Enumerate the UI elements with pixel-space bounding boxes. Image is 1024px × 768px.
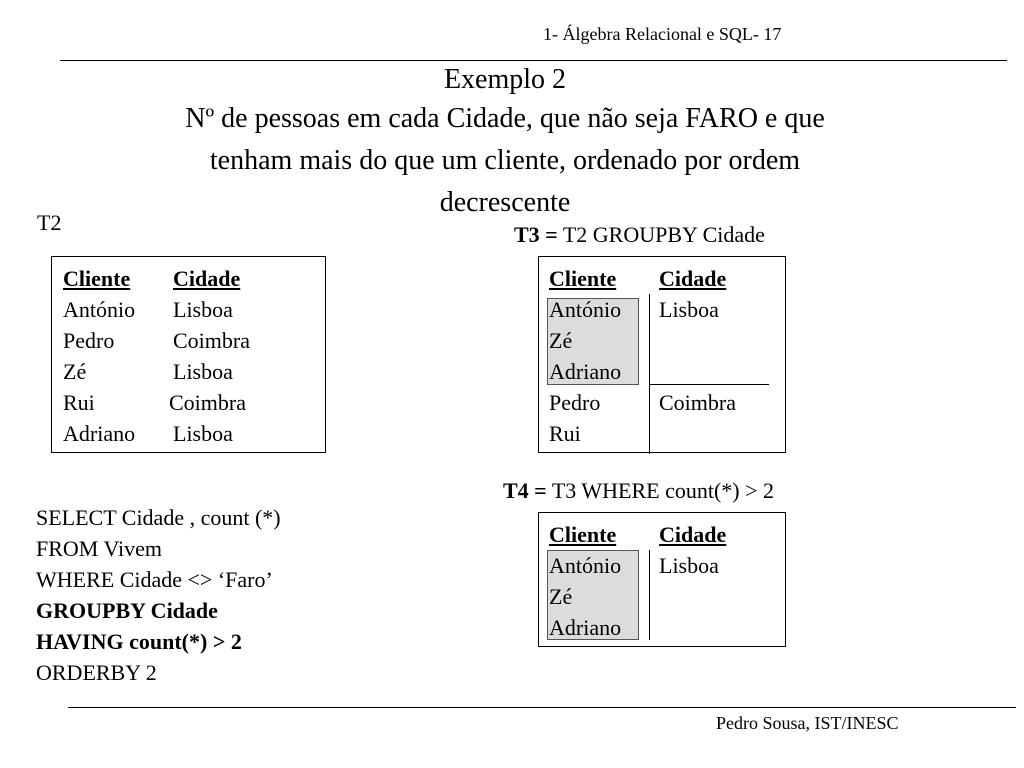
t4-header-cliente: Cliente (549, 522, 617, 547)
t4-group-1-client-3: Adriano (549, 615, 622, 640)
sql-line-groupby: GROUPBY Cidade (36, 598, 218, 623)
t2-label: T2 (37, 210, 62, 235)
t3-column-divider (649, 294, 650, 454)
sql-line-where: WHERE Cidade <> ‘Faro’ (36, 567, 273, 592)
t3-group-2-client-1: Pedro (549, 390, 601, 415)
slide-footer: Pedro Sousa, IST/INESC (716, 713, 899, 733)
t4-group-1-client-2: Zé (549, 584, 573, 609)
t2-row-4-cidade: Coimbra (169, 390, 246, 415)
t2-row-1-cidade: Lisboa (173, 297, 233, 322)
t3-group-1-city: Lisboa (659, 297, 719, 322)
sql-line-having: HAVING count(*) > 2 (36, 629, 242, 654)
footer-divider (68, 707, 1016, 708)
header-divider (60, 60, 1007, 61)
sql-line-select: SELECT Cidade , count (*) (36, 505, 281, 530)
t3-label (514, 222, 765, 248)
slide-subtitle-line-3: decrescente (439, 187, 571, 218)
t2-row-3-cidade: Lisboa (173, 359, 233, 384)
t4-label-rest: T3 WHERE count(*) > 2 (546, 478, 775, 503)
slide-subtitle-line-1: Nº de pessoas em cada Cidade, que não seja FARO e que (185, 103, 825, 134)
t2-row-5-cidade: Lisboa (173, 421, 233, 446)
t3-group-divider (649, 384, 769, 385)
sql-line-from: FROM Vivem (36, 536, 163, 561)
t3-group-1-client-2: Zé (549, 328, 573, 353)
t3-header-cliente: Cliente (549, 266, 617, 291)
t3-label-bold: T3 = (514, 222, 558, 247)
t4-label (503, 478, 774, 504)
t2-header-cidade: Cidade (173, 266, 241, 291)
t2-header-cliente: Cliente (63, 266, 131, 291)
t2-row-2-cliente: Pedro (63, 328, 115, 353)
t4-header-cidade: Cidade (659, 522, 727, 547)
t4-column-divider (649, 550, 650, 640)
t2-row-5-cliente: Adriano (63, 421, 136, 446)
t2-row-3-cliente: Zé (63, 359, 87, 384)
t3-group-2-client-2: Rui (549, 421, 581, 446)
t4-group-1-city: Lisboa (659, 553, 719, 578)
t2-row-1-cliente: António (63, 297, 136, 322)
slide-header: 1- Álgebra Relacional e SQL- 17 (543, 24, 782, 44)
t3-label-rest: T2 GROUPBY Cidade (557, 222, 765, 247)
t4-label-bold: T4 = (503, 478, 547, 503)
t2-row-4-cliente: Rui (63, 390, 95, 415)
t3-header-cidade: Cidade (659, 266, 727, 291)
t2-table (51, 256, 326, 453)
sql-line-orderby: ORDERBY 2 (36, 660, 157, 685)
t2-row-2-cidade: Coimbra (173, 328, 250, 353)
t3-group-1-client-1: António (549, 297, 622, 322)
t4-group-1-client-1: António (549, 553, 622, 578)
slide-title: Exemplo 2 (443, 64, 567, 95)
t3-group-1-client-3: Adriano (549, 359, 622, 384)
t4-table (538, 512, 786, 647)
t3-group-2-city: Coimbra (659, 390, 736, 415)
t3-table (538, 256, 786, 453)
slide-subtitle-line-2: tenham mais do que um cliente, ordenado por ordem (209, 145, 801, 176)
